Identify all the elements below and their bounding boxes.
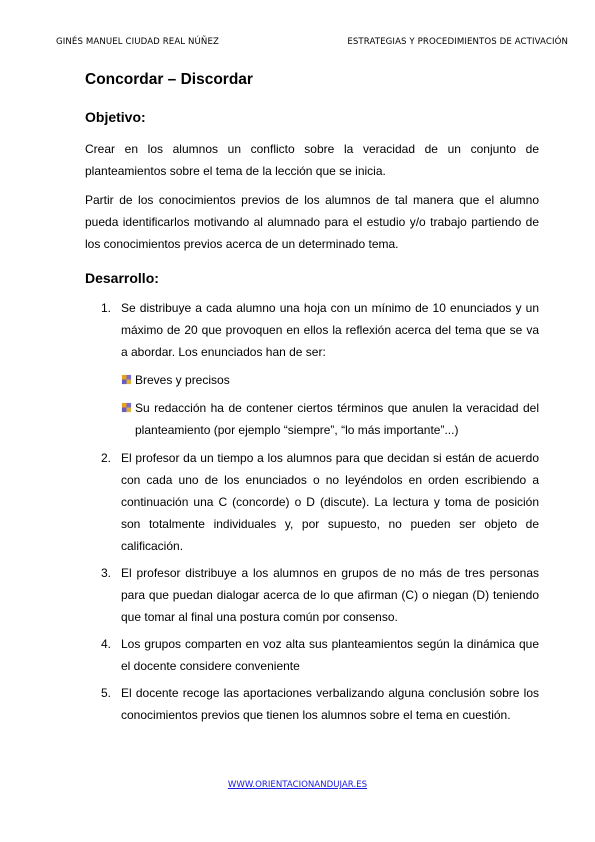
document-title: Concordar – Discordar [85,71,253,88]
running-header [56,37,568,47]
step-item [85,682,539,726]
step-text: El docente recoge las aportaciones verbalizando alguna conclusión sobre los conocimientos previos que tienen los alumnos sobre el tema en cuestión. [121,686,539,722]
development-heading: Desarrollo: [85,270,159,286]
header-author: GINÉS MANUEL CIUDAD REAL NÚÑEZ [56,37,219,47]
list-item [121,369,539,391]
step-item [85,447,539,557]
step-item [85,633,539,677]
objective-heading: Objetivo: [85,109,146,125]
step-text: El profesor distribuye a los alumnos en grupos de no más de tres personas para que puedan dialogar acerca de lo que afirman (C) o niegan (D) teniendo que tomar al final una postura común por consenso. [121,566,539,624]
step-number: 3. [101,566,112,580]
header-subject: ESTRATEGIAS Y PROCEDIMIENTOS DE ACTIVACIÓN [347,37,568,47]
step-number: 4. [101,637,112,651]
step-number: 5. [101,686,112,700]
step-item [85,297,539,441]
bullet-text: Su redacción ha de contener ciertos términos que anulen la veracidad del planteamiento (por ejemplo “siempre”, “lo más importante”...) [135,401,539,437]
objective-paragraph: Crear en los alumnos un conflicto sobre la veracidad de un conjunto de planteamientos sobre el tema de la lección que se inicia. [85,142,539,178]
requirements-list [121,369,539,441]
step-number: 1. [101,301,112,315]
step-text: El profesor da un tiempo a los alumnos para que decidan si están de acuerdo con cada uno de los enunciados o no leyéndolos en orden escribiendo a continuación una C (concorde) o D (discute). La lectura y toma de posición son totalmente individuales y, por supuesto, no pueden ser objeto de calificación. [121,451,539,553]
step-item [85,562,539,628]
bullet-text: Breves y precisos [135,373,230,387]
list-item [121,397,539,441]
steps-list [85,297,539,726]
footer-website-link[interactable]: WWW.ORIENTACIONANDUJAR.ES [227,780,368,790]
step-text: Se distribuye a cada alumno una hoja con un mínimo de 10 enunciados y un máximo de 20 que provoquen en ellos la reflexión acerca del tema que se va a abordar. Los enunciados han de ser: [121,301,539,359]
puzzle-bullet-icon [121,374,132,385]
step-text: Los grupos comparten en voz alta sus planteamientos según la dinámica que el docente considere conveniente [121,637,539,673]
step-number: 2. [101,451,112,465]
document-body [85,70,539,731]
objective-paragraph: Partir de los conocimientos previos de los alumnos de tal manera que el alumno pueda identificarlos motivando al alumnado para el estudio y/o trabajo partiendo de los conocimientos previos acerca de un determinado tema. [85,193,539,251]
puzzle-bullet-icon [121,402,132,413]
